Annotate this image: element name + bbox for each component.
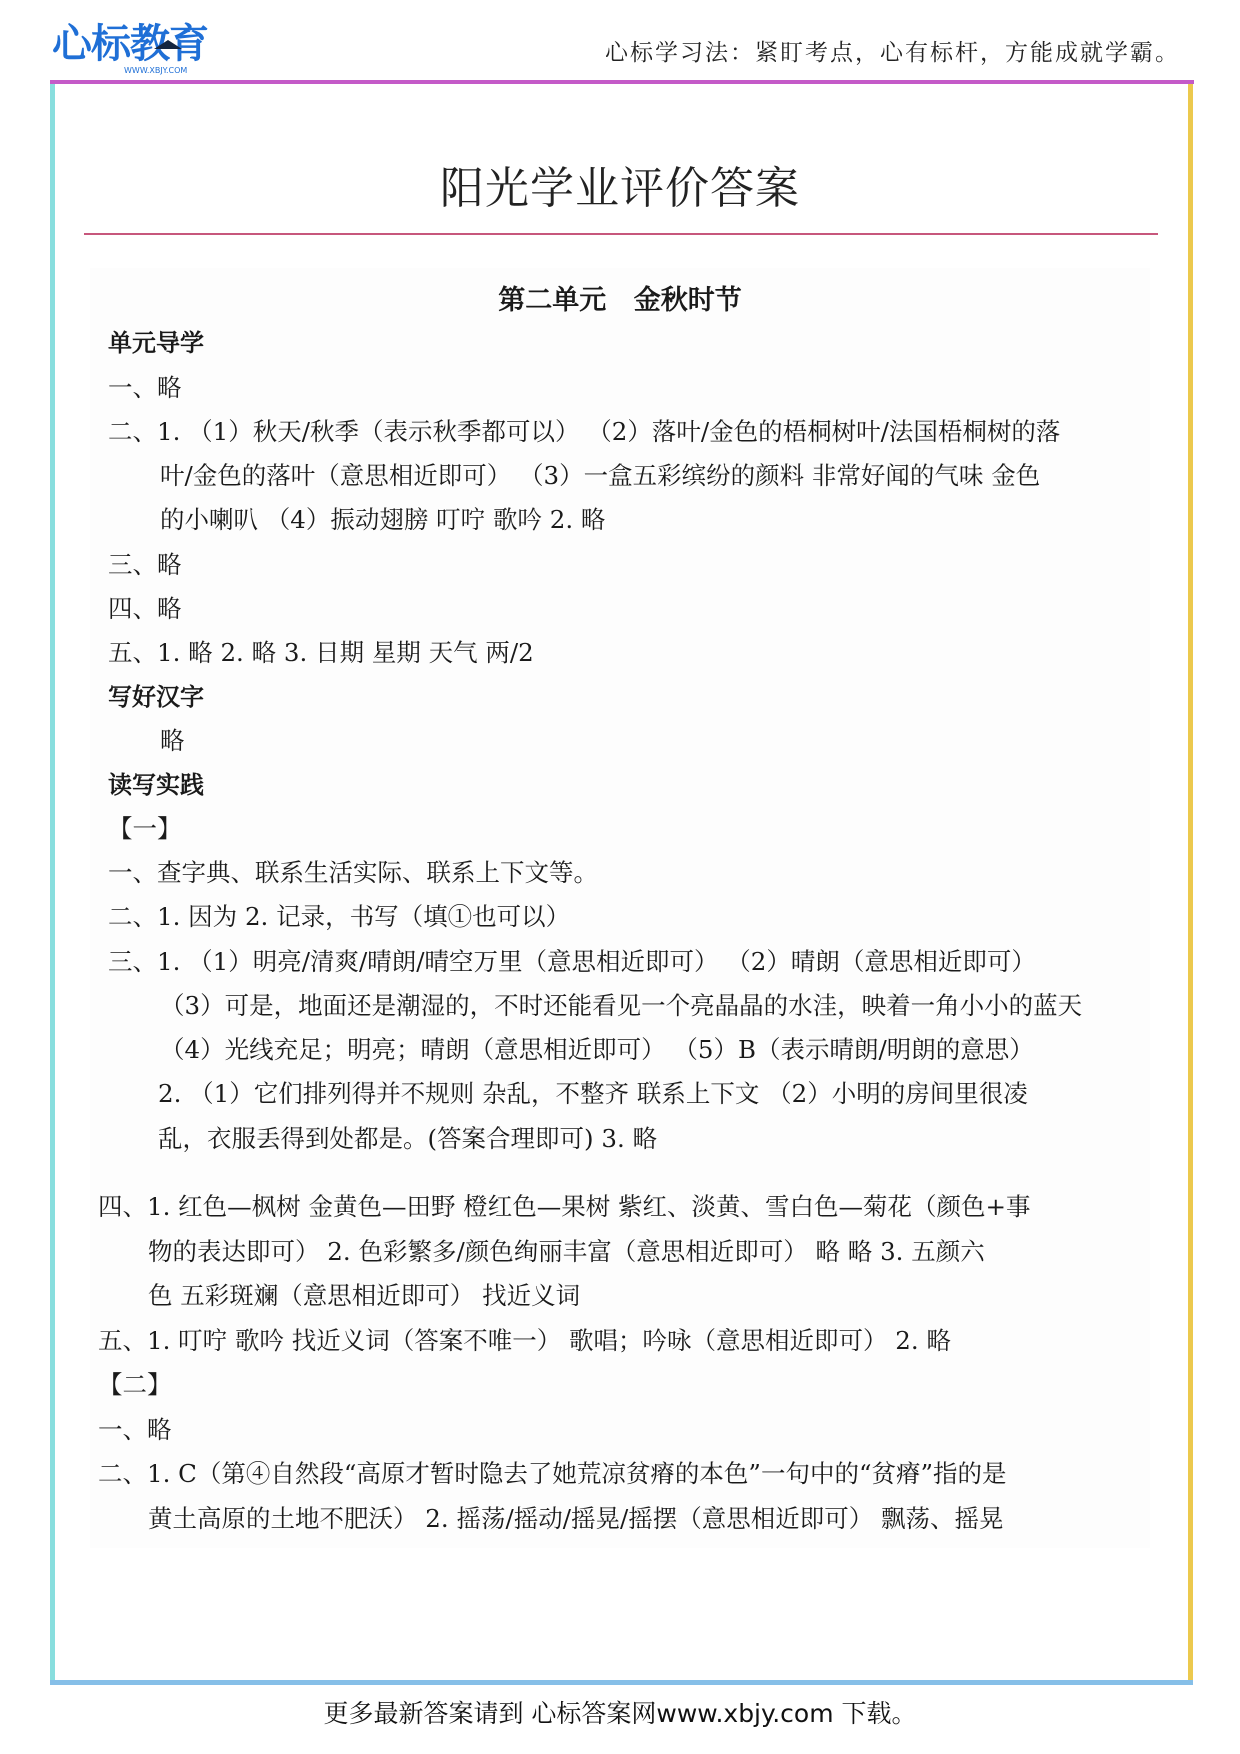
answer-line: 【一】 [108, 814, 182, 843]
answer-line: 的小喇叭 （4）振动翅膀 叮咛 歌吟 2. 略 [160, 505, 606, 534]
answer-line: 四、略 [108, 594, 182, 623]
answer-line: 物的表达即可） 2. 色彩繁多/颜色绚丽丰富（意思相近即可） 略 略 3. 五颜六 [148, 1237, 985, 1266]
document-title: 阳光学业评价答案 [440, 163, 800, 214]
answer-line: 五、1. 略 2. 略 3. 日期 星期 天气 两/2 [108, 638, 534, 667]
page-footer: 更多最新答案请到 心标答案网www.xbjy.com 下载。 [323, 1699, 917, 1728]
answer-line: 叶/金色的落叶（意思相近即可） （3）一盒五彩缤纷的颜料 非常好闻的气味 金色 [160, 461, 1041, 490]
answer-line: 五、1. 叮咛 歌吟 找近义词（答案不唯一） 歌唱；吟咏（意思相近即可） 2. 略 [98, 1326, 951, 1355]
frame-left-border [50, 84, 55, 1682]
graduation-cap-icon [154, 40, 182, 49]
answer-line: 一、查字典、联系生活实际、联系上下文等。 [108, 858, 598, 887]
answer-line: 略 [160, 726, 185, 755]
section-heading: 写好汉字 [108, 683, 204, 711]
answer-line: 二、1. C（第④自然段“高原才暂时隐去了她荒凉贫瘠的本色”一句中的“贫瘠”指的是 [98, 1459, 1007, 1488]
answer-line: （4）光线充足；明亮；晴朗（意思相近即可） （5）B（表示晴朗/明朗的意思） [160, 1035, 1034, 1064]
answer-line: 二、1. （1）秋天/秋季（表示秋季都可以） （2）落叶/金色的梧桐树叶/法国梧桐树的落 [108, 417, 1061, 446]
frame-bottom-border [50, 1680, 1193, 1685]
answer-line: 一、略 [108, 373, 182, 402]
brand-logo [52, 22, 212, 80]
answer-line: 三、1. （1）明亮/清爽/晴朗/晴空万里（意思相近即可） （2）晴朗（意思相近即可） [108, 947, 1036, 976]
page-header [0, 0, 1240, 82]
answer-line: 三、略 [108, 550, 182, 579]
frame-right-border [1188, 84, 1193, 1682]
header-motto: 心标学习法：紧盯考点，心有标杆，方能成就学霸。 [605, 40, 1180, 66]
answer-line: 色 五彩斑斓（意思相近即可） 找近义词 [148, 1281, 581, 1310]
answer-line: 四、1. 红色—枫树 金黄色—田野 橙红色—果树 紫红、淡黄、雪白色—菊花（颜色+事 [98, 1192, 1031, 1221]
header-divider [50, 80, 1194, 84]
section-heading: 读写实践 [108, 771, 204, 799]
answer-line: 二、1. 因为 2. 记录，书写（填①也可以） [108, 902, 571, 931]
logo-text: 心标教育 [52, 21, 208, 67]
answer-line: 黄土高原的土地不肥沃） 2. 摇荡/摇动/摇晃/摇摆（意思相近即可） 飘荡、摇晃 [148, 1504, 1004, 1533]
answer-line: 【二】 [98, 1370, 172, 1399]
title-divider [84, 233, 1158, 235]
logo-url: WWW.XBJY.COM [124, 66, 188, 75]
answer-line: 2. （1）它们排列得并不规则 杂乱，不整齐 联系上下文 （2）小明的房间里很凌 [158, 1079, 1028, 1108]
answer-line: 乱，衣服丢得到处都是。(答案合理即可) 3. 略 [158, 1124, 658, 1153]
answer-line: 一、略 [98, 1415, 172, 1444]
unit-title: 第二单元 金秋时节 [498, 285, 742, 316]
answer-line: （3）可是，地面还是潮湿的，不时还能看见一个亮晶晶的水洼，映着一角小小的蓝天 [160, 991, 1083, 1020]
section-heading: 单元导学 [108, 329, 204, 357]
